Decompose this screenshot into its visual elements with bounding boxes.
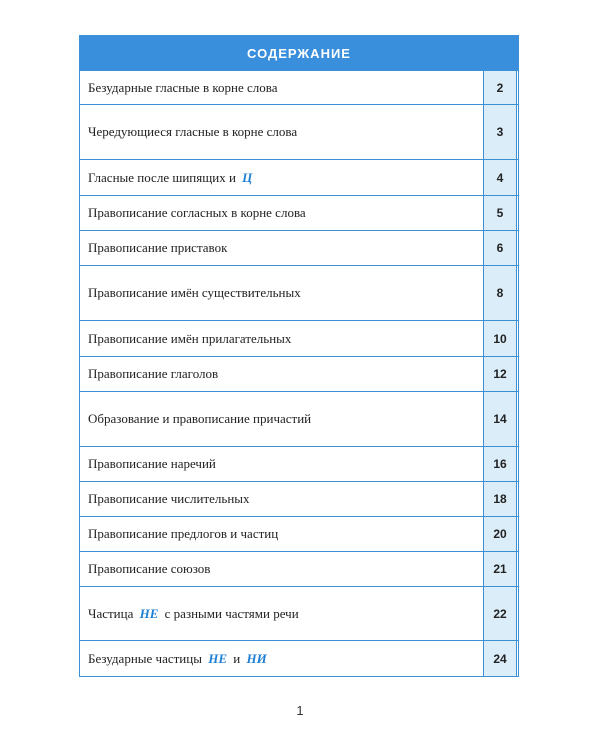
toc-row — [80, 265, 518, 320]
toc-entry-highlight: НИ — [246, 650, 267, 666]
toc-row — [80, 551, 518, 586]
toc-row — [80, 104, 518, 159]
toc-entry-highlight: Ц — [242, 169, 253, 185]
toc-row — [80, 159, 518, 195]
toc-entry-text: Правописание имён прилагательных — [88, 330, 292, 346]
toc-entry-title — [80, 71, 480, 104]
toc-entry-title — [80, 587, 480, 640]
table-of-contents — [79, 35, 519, 677]
toc-entry-page: 6 — [483, 231, 517, 265]
toc-entry-highlight: НЕ — [208, 650, 227, 666]
toc-header — [80, 36, 518, 70]
toc-entry-text: с разными частями речи — [161, 605, 299, 621]
toc-entry-text: Правописание приставок — [88, 240, 228, 255]
toc-row — [80, 320, 518, 356]
toc-row — [80, 640, 518, 676]
toc-row — [80, 481, 518, 516]
toc-row — [80, 230, 518, 265]
toc-entry-page: 18 — [483, 482, 517, 516]
toc-entry-text: и — [230, 650, 244, 666]
toc-row — [80, 356, 518, 391]
toc-entry-text: Гласные после шипящих и — [88, 169, 240, 185]
toc-row — [80, 391, 518, 446]
toc-rows — [80, 70, 518, 676]
toc-row — [80, 446, 518, 481]
toc-entry-text: Правописание наречий — [88, 456, 216, 471]
toc-entry-title — [80, 266, 480, 320]
toc-entry-text: Правописание глаголов — [88, 366, 219, 381]
toc-title: СОДЕРЖАНИЕ — [247, 45, 351, 61]
toc-entry-page: 2 — [483, 71, 517, 104]
toc-entry-page: 24 — [483, 641, 517, 676]
toc-entry-page: 20 — [483, 517, 517, 551]
toc-entry-text: Правописание числительных — [88, 491, 250, 506]
toc-entry-text: Правописание согласных в корне слова — [88, 205, 306, 220]
toc-entry-title — [80, 517, 480, 551]
toc-entry-page: 8 — [483, 266, 517, 320]
toc-row — [80, 586, 518, 640]
toc-entry-title — [80, 552, 480, 586]
toc-entry-page: 22 — [483, 587, 517, 640]
toc-entry-title — [80, 447, 480, 481]
toc-entry-text: Безударные частицы — [88, 650, 206, 666]
toc-entry-page: 10 — [483, 321, 517, 356]
toc-entry-text: Правописание союзов — [88, 561, 211, 576]
toc-row — [80, 70, 518, 104]
toc-entry-title — [80, 160, 480, 195]
toc-entry-page: 21 — [483, 552, 517, 586]
page-number: 1 — [296, 703, 304, 718]
toc-entry-title — [80, 357, 480, 391]
toc-entry-page: 16 — [483, 447, 517, 481]
toc-entry-page: 12 — [483, 357, 517, 391]
toc-row — [80, 516, 518, 551]
toc-entry-title — [80, 231, 480, 265]
toc-entry-highlight: НЕ — [139, 605, 159, 621]
toc-entry-text: Частица — [88, 605, 137, 621]
toc-entry-title — [80, 196, 480, 230]
toc-row — [80, 195, 518, 230]
toc-entry-text: Безударные гласные в корне слова — [88, 79, 278, 95]
toc-entry-text: Правописание имён существительных — [88, 285, 301, 300]
toc-entry-page: 14 — [483, 392, 517, 446]
toc-entry-text: Чередующиеся гласные в корне слова — [88, 124, 298, 139]
toc-entry-text: Образование и правописание причастий — [88, 411, 312, 426]
toc-entry-page: 5 — [483, 196, 517, 230]
toc-entry-title — [80, 482, 480, 516]
toc-entry-page: 4 — [483, 160, 517, 195]
toc-entry-page: 3 — [483, 105, 517, 159]
toc-entry-title — [80, 105, 480, 159]
toc-entry-title — [80, 392, 480, 446]
toc-entry-title — [80, 641, 480, 676]
toc-entry-text: Правописание предлогов и частиц — [88, 526, 279, 541]
toc-entry-title — [80, 321, 480, 356]
